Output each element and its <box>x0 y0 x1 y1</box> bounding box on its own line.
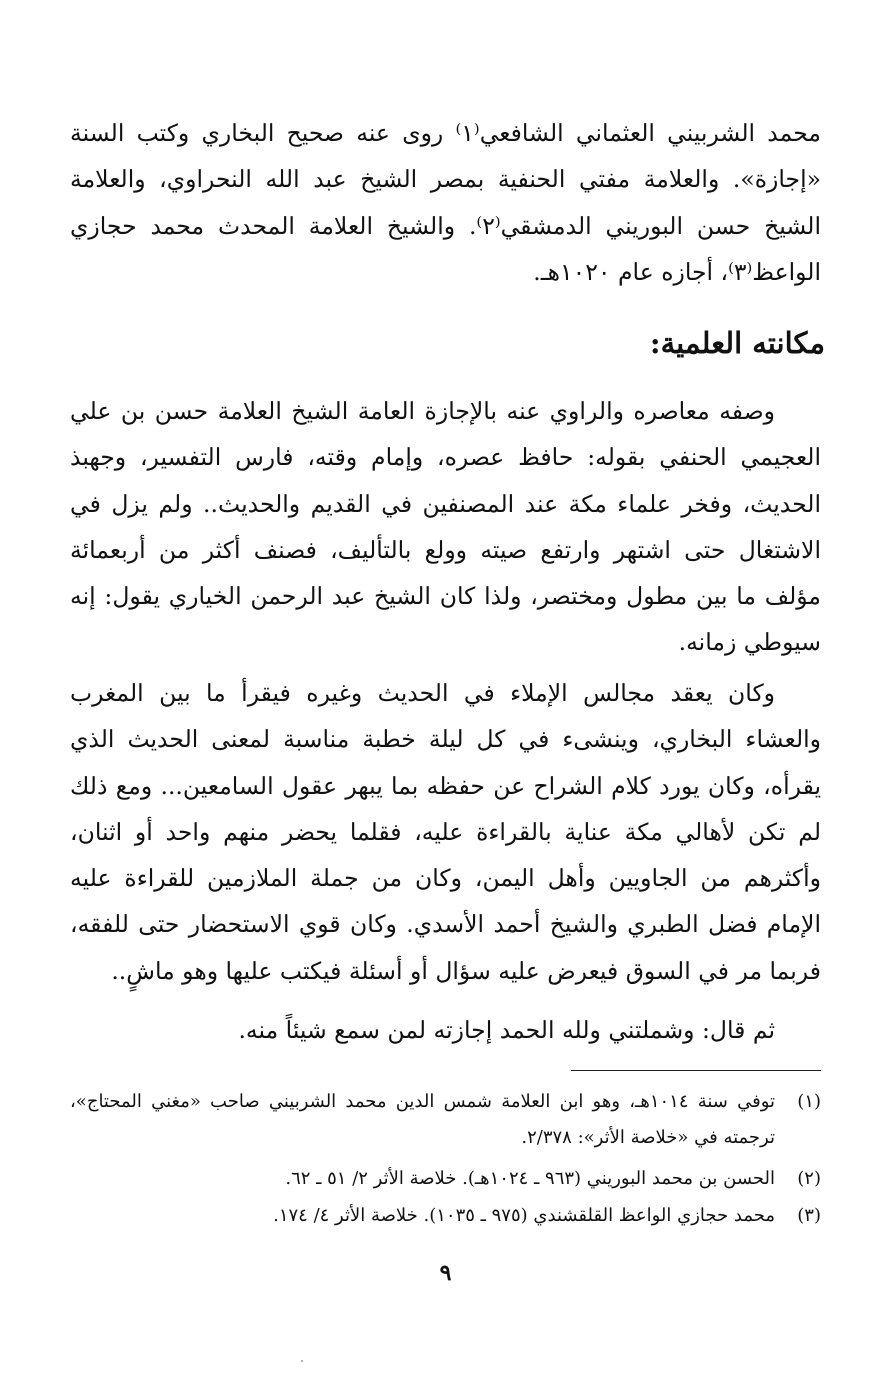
footnote-number: (٢) <box>797 1168 821 1189</box>
paragraph-scholarly-status: وصفه معاصره والراوي عنه بالإجازة العامة الشيخ العلامة حسن بن علي العجيمي الحنفي بقوله: حافظ عصره، وإمام وقته، فارس التفسير، وجهبذ الحديث، وفخر علماء مكة عند المصنفين في القديم والحديث.. ولم يزل في الاشتغال حتى اشتهر وارتفع صيته وولع بالتأليف، فصنف أكثر من أربعمائة مؤلف ما بين مطول ومختصر، ولذا كان الشيخ عبد الرحمن الخياري يقول: إنه سيوطي زمانه. <box>70 397 821 657</box>
footnote-text: الحسن بن محمد البوريني (٩٦٣ ـ ١٠٢٤هـ). خلاصة الأثر ٢/ ٥١ ـ ٦٢. <box>285 1168 775 1189</box>
footnote-2 <box>70 1161 821 1197</box>
top-paragraph: محمد الشربيني العثماني الشافعي⁽١⁾ روى عنه صحيح البخاري وكتب السنة «إجازة». والعلامة مفتي الحنفية بمصر الشيخ عبد الله النحراوي، والعلامة الشيخ حسن البوريني الدمشقي⁽٢⁾. والشيخ العلامة المحدث محمد حجازي الواعظ⁽٣⁾، أجازه عام ١٠٢٠هـ. <box>70 119 821 286</box>
section-heading: مكانته العلمية: <box>649 326 825 360</box>
footnote-3 <box>70 1198 821 1234</box>
footnote-1 <box>70 1084 821 1156</box>
footnote-text: توفي سنة ١٠١٤هـ، وهو ابن العلامة شمس الدين محمد الشربيني صاحب «مغني المحتاج»، ترجمته في «خلاصة الأثر»: ٢/٣٧٨. <box>70 1091 775 1148</box>
paragraph-ijaza: ثم قال: وشملتني ولله الحمد إجازته لمن سمع شيئاً منه. <box>238 1016 775 1044</box>
footnote-number: (٣) <box>797 1205 821 1226</box>
footnote-number: (١) <box>797 1091 821 1112</box>
footnote-separator <box>571 1070 821 1071</box>
page-number: ٩ <box>439 1260 452 1286</box>
paragraph-dictation-sessions: وكان يعقد مجالس الإملاء في الحديث وغيره فيقرأ ما بين المغرب والعشاء البخاري، وينشىء في كل ليلة خطبة مناسبة لمعنى الحديث الذي يقرأه، وكان يورد كلام الشراح عن حفظه بما يبهر عقول السامعين... ومع ذلك لم تكن لأهالي مكة عناية بالقراءة عليه، فقلما يحضر منهم واحد أو اثنان، وأكثرهم من الجاويين وأهل اليمن، وكان من جملة الملازمين للقراءة عليه الإمام فضل الطبري والشيخ أحمد الأسدي. وكان قوي الاستحضار حتى للفقه، فربما مر في السوق فيعرض عليه سؤال أو أسئلة فيكتب عليها وهو ماشٍ.. <box>70 679 821 985</box>
scan-speck <box>301 1360 303 1362</box>
footnote-text: محمد حجازي الواعظ القلقشندي (٩٧٥ ـ ١٠٣٥). خلاصة الأثر ٤/ ١٧٤. <box>273 1205 775 1226</box>
